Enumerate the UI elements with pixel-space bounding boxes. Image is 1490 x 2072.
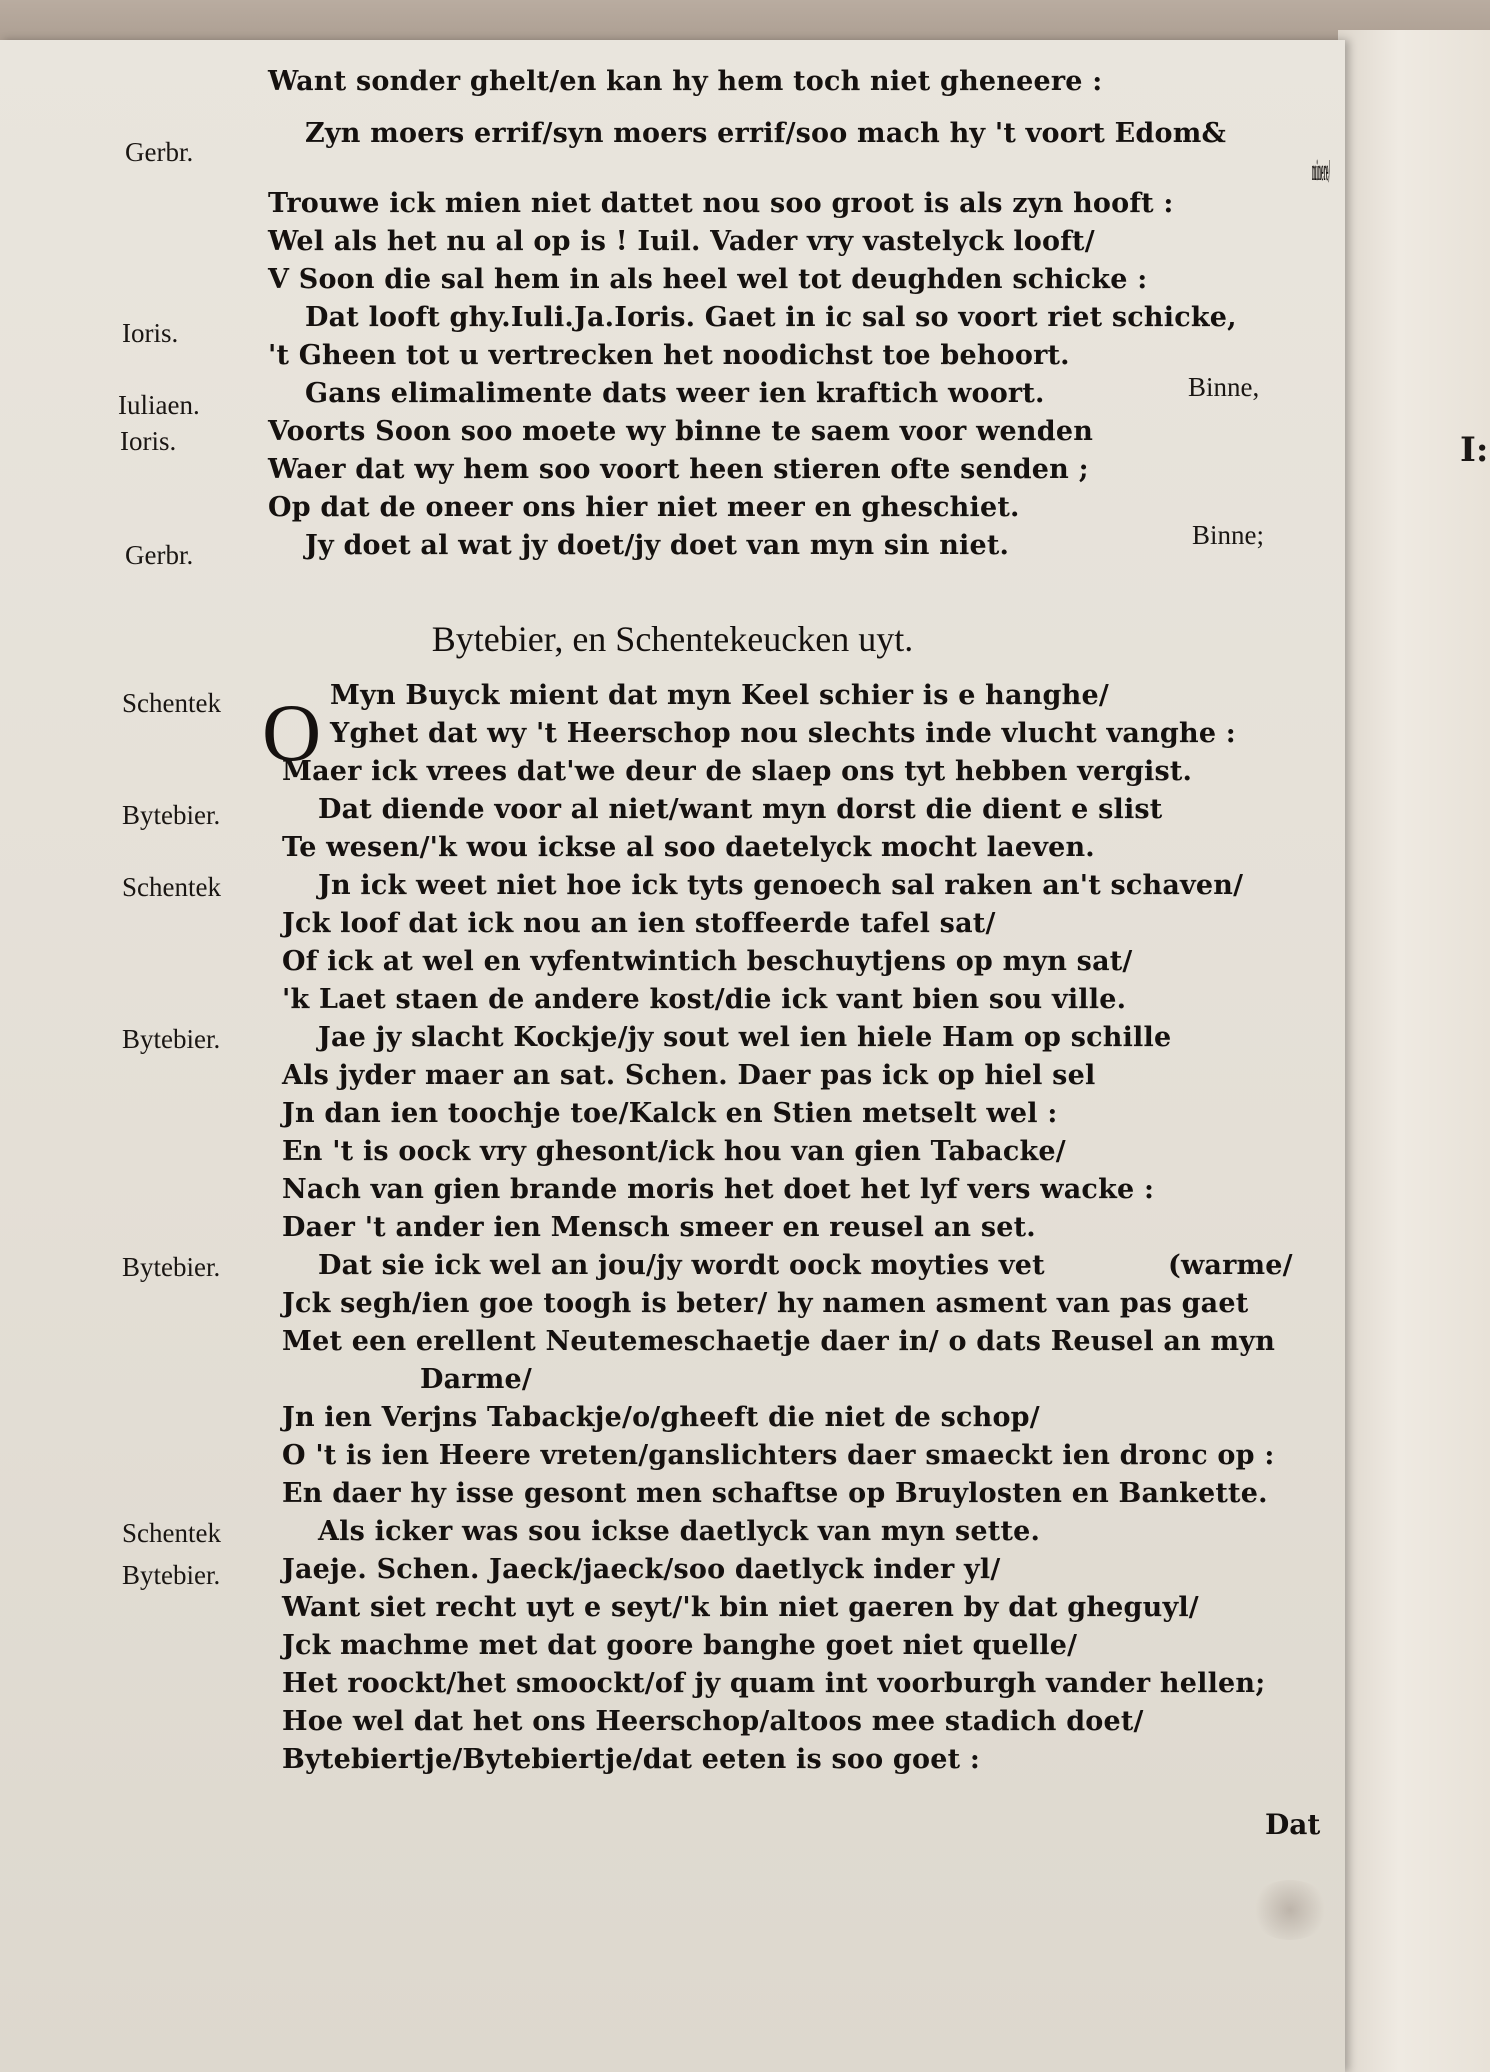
verse-line: V Soon die sal hem in als heel wel tot deughden schicke :: [268, 264, 1148, 295]
verse-line: minere/: [1312, 156, 1331, 187]
verse-line: Als icker was sou ickse daetlyck van myn sette.: [318, 1516, 1041, 1547]
verse-line: Hoe wel dat het ons Heerschop/altoos mee stadich doet/: [282, 1706, 1144, 1737]
verse-line: Te wesen/'k wou ickse al soo daetelyck mocht laeven.: [282, 832, 1095, 863]
catchword: Dat: [1265, 1808, 1321, 1841]
verse-line: Of ick at wel en vyfentwintich beschuytjens op myn sat/: [282, 946, 1133, 977]
verse-line: Want sonder ghelt/en kan hy hem toch niet gheneere :: [268, 66, 1103, 97]
verse-line: Het roockt/het smoockt/of jy quam int voorburgh vander hellen;: [282, 1668, 1266, 1699]
speaker-name: Gerbr.: [125, 540, 194, 570]
verse-line: Dat looft ghy.Iuli.Ja.Ioris. Gaet in ic sal so voort riet schicke,: [305, 302, 1237, 333]
verse-line: Want siet recht uyt e seyt/'k bin niet gaeren by dat gheguyl/: [282, 1592, 1199, 1623]
verse-line: O 't is ien Heere vreten/ganslichters daer smaeckt ien dronc op :: [282, 1440, 1275, 1471]
verse-line: (warme/: [1168, 1250, 1293, 1281]
drop-cap: O: [262, 687, 322, 778]
speaker-name: Bytebier.: [122, 800, 221, 830]
verse-line: En daer hy isse gesont men schaftse op Bruylosten en Bankette.: [282, 1478, 1268, 1509]
verse-line: Trouwe ick mien niet dattet nou soo groot is als zyn hooft :: [268, 188, 1174, 219]
verse-line: Jn ien Verjns Tabackje/o/gheeft die niet de schop/: [282, 1402, 1040, 1433]
speaker-name: Schentek: [122, 688, 221, 718]
verse-line: Voorts Soon soo moete wy binne te saem voor wenden: [268, 416, 1094, 447]
stage-direction: Binne;: [1192, 520, 1264, 550]
verse-line: Jaeje. Schen. Jaeck/jaeck/soo daetlyck inder yl/: [282, 1554, 1001, 1585]
verse-line: Waer dat wy hem soo voort heen stieren ofte senden ;: [268, 454, 1089, 485]
verse-line: En 't is oock vry ghesont/ick hou van gien Tabacke/: [282, 1136, 1066, 1167]
verse-line: Jn ick weet niet hoe ick tyts genoech sal raken an't schaven/: [318, 870, 1244, 901]
speaker-name: Schentek: [122, 872, 221, 902]
verse-line: Dat sie ick wel an jou/jy wordt oock moyties vet: [318, 1250, 1045, 1281]
speaker-name: Ioris.: [122, 318, 179, 348]
verse-line: Jck machme met dat goore banghe goet niet quelle/: [282, 1630, 1078, 1661]
verse-line: Daer 't ander ien Mensch smeer en reusel an set.: [282, 1212, 1036, 1243]
facing-page-fragment: I:: [1460, 430, 1489, 470]
verse-line: Myn Buyck mient dat myn Keel schier is e hanghe/: [330, 680, 1109, 711]
speaker-name: Bytebier.: [122, 1252, 221, 1282]
scene-heading: Bytebier, en Schentekeucken uyt.: [431, 619, 914, 659]
verse-line: Met een erellent Neutemeschaetje daer in/ o dats Reusel an myn: [282, 1326, 1276, 1357]
ink-smudge: [1250, 1880, 1330, 1940]
verse-line: Zyn moers errif/syn moers errif/soo mach hy 't voort Edom&: [305, 118, 1227, 149]
verse-line: Darme/: [420, 1364, 532, 1395]
verse-line: Wel als het nu al op is ! Iuil. Vader vry vastelyck looft/: [268, 226, 1095, 257]
verse-line: 't Gheen tot u vertrecken het noodichst toe behoort.: [268, 340, 1070, 371]
verse-line: Op dat de oneer ons hier niet meer en gheschiet.: [268, 492, 1020, 523]
verse-line: Maer ick vrees dat'we deur de slaep ons tyt hebben vergist.: [282, 756, 1193, 787]
verse-line: Jck loof dat ick nou an ien stoffeerde tafel sat/: [282, 908, 996, 939]
speaker-name: Ioris.: [120, 426, 177, 456]
verse-line: Jck segh/ien goe toogh is beter/ hy namen asment van pas gaet: [282, 1288, 1249, 1319]
verse-line: Jn dan ien toochje toe/Kalck en Stien metselt wel :: [282, 1098, 1058, 1129]
speaker-name: Bytebier.: [122, 1560, 221, 1590]
verse-line: Gans elimalimente dats weer ien kraftich woort.: [305, 378, 1045, 409]
speaker-name: Gerbr.: [125, 137, 194, 167]
verse-line: Yghet dat wy 't Heerschop nou slechts inde vlucht vanghe :: [330, 718, 1236, 749]
speaker-name: Iuliaen.: [118, 390, 200, 420]
stage-direction: Binne,: [1188, 372, 1260, 402]
verse-line: Jy doet al wat jy doet/jy doet van myn sin niet.: [305, 530, 1010, 561]
verse-line: Nach van gien brande moris het doet het lyf vers wacke :: [282, 1174, 1155, 1205]
verse-line: Als jyder maer an sat. Schen. Daer pas ick op hiel sel: [282, 1060, 1096, 1091]
verse-line: 'k Laet staen de andere kost/die ick vant bien sou ville.: [282, 984, 1127, 1015]
facing-page: [1338, 30, 1490, 2072]
speaker-name: Bytebier.: [122, 1024, 221, 1054]
verse-line: Bytebiertje/Bytebiertje/dat eeten is soo goet :: [282, 1744, 981, 1775]
verse-line: Jae jy slacht Kockje/jy sout wel ien hiele Ham op schille: [318, 1022, 1172, 1053]
speaker-name: Schentek: [122, 1518, 221, 1548]
verse-line: Dat diende voor al niet/want myn dorst die dient e slist: [318, 794, 1163, 825]
